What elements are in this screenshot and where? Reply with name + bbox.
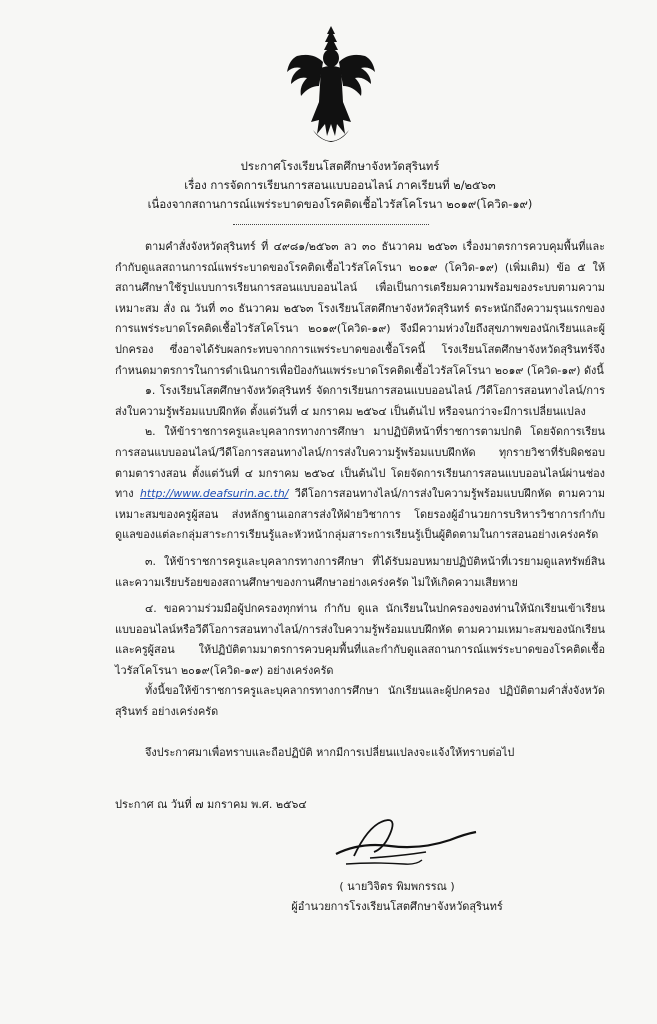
issue-date: ประกาศ ณ วันที่ ๗ มกราคม พ.ศ. ๒๕๖๔ bbox=[115, 798, 307, 811]
closing-paragraph: จึงประกาศมาเพื่อทราบและถือปฏิบัติ หากมีการเปลี่ยนแปลงจะแจ้งให้ทราบต่อไป bbox=[145, 745, 515, 759]
item-4-paragraph: ๔. ขอความร่วมมือผู้ปกครองทุกท่าน กำกับ ดูแล นักเรียนในปกครองของท่านให้นักเรียนเข้าเรียนแบบออนไลน์หรือวีดีโอการสอนทางไลน์/การส่งใบความรู้พร้อมแบบฝึกหัด ตามความเหมาะสมของนักเรียนและครูผู้สอน ให้ปฏิบัติตามมาตรการควบคุมพื้นที่และกำกับดูแลสถานการณ์แพร่ระบาดของโรคติดเชื้อไวรัสโคโรนา ๒๐๑๙(โควิด-๑๙) อย่างเคร่งครัด bbox=[115, 602, 605, 677]
signer-block bbox=[282, 877, 512, 917]
handwritten-signature bbox=[330, 812, 480, 872]
intro-paragraph: ตามคำสั่งจังหวัดสุรินทร์ ที่ ๔๙๘๑/๒๕๖๓ ลว ๓๐ ธันวาคม ๒๕๖๓ เรื่องมาตรการควบคุมพื้นที่และกำกับดูแลสถานการณ์แพร่ระบาดของโรคติดเชื้อไวรัสโคโรนา ๒๐๑๙ (โควิด-๑๙) (เพิ่มเติม) ข้อ ๕ ให้สถานศึกษาใช้รูปแบบการเรียนการสอนแบบออนไลน์ เพื่อเป็นการเตรียมความพร้อมของระบบตามความเหมาะสม สั่ง ณ วันที่ ๓๐ ธันวาคม ๒๕๖๓ โรงเรียนโสตศึกษาจังหวัดสุรินทร์ ตระหนักถึงความรุนแรกของการแพร่ระบาดโรคติดเชื้อไวรัสโคโรนา ๒๐๑๙(โควิด-๑๙) จึงมีความห่วงใยถึงสุขภาพของนักเรียนและผู้ปกครอง ซึ่งอาจได้รับผลกระทบจากการแพร่ระบาดของเชื้อโรคนี้ โรงเรียนโสตศึกษาจังหวัดสุรินทร์จึงกำหนดมาตรการในการดำเนินการเพื่อป้องกันแพร่ระบาดโรคติดเชื้อไวรัสโคโรนา ๒๐๑๙ (โควิด-๑๙) ดังนี้ bbox=[115, 240, 605, 377]
item-1-paragraph: ๑. โรงเรียนโสตศึกษาจังหวัดสุรินทร์ จัดการเรียนการสอนแบบออนไลน์ /วีดีโอการสอนทางไลน์/การส่งใบความรู้พร้อมแบบฝึกหัด ตั้งแต่วันที่ ๔ มกราคม ๒๕๖๔ เป็นต้นไป หรือจนกว่าจะมีการเปลี่ยนแปลง bbox=[115, 384, 605, 418]
item-2-text-a: ๒. ให้ข้าราชการครูและบุคลากรทางการศึกษา มาปฏิบัติหน้าที่ราชการตามปกติ โดยจัดการเรียนการสอนแบบออนไลน์/วีดีโอการสอนทางไลน์/การส่งใบความรู้พร้อมแบบฝึกหัด ทุกรายวิชาที่รับผิดชอบตามตารางสอน ตั้งแต่วันที่ ๔ มกราคม ๒๕๖๔ เป็นต้นไป โดยจัดการเรียนการสอนแบบออนไลน์ผ่านช่องทาง bbox=[115, 425, 605, 501]
announcement-header bbox=[60, 157, 620, 214]
header-title: ประกาศโรงเรียนโสตศึกษาจังหวัดสุรินทร์ bbox=[240, 159, 440, 173]
announcement-body bbox=[115, 237, 605, 763]
item-2-text-b: วีดีโอการสอนทางไลน์/การส่งใบความรู้พร้อมแบบฝึกหัด ตามความเหมาะสมของครูผู้สอน ส่งหลักฐานเอกสารส่งให้ฝ่ายวิชาการ โดยรองผู้อำนวยการบริหารวิชาการกำกับดูแลของแต่ละกลุ่มสาระการเรียนรู้และหัวหน้ากลุ่มสาระการเรียนรู้เป็นผู้ติดตามในการสอนอย่างเคร่งครัด bbox=[115, 487, 606, 542]
item-3-paragraph: ๓. ให้ข้าราชการครูและบุคลากรทางการศึกษา ที่ได้รับมอบหมายปฏิบัติหน้าที่เวรยามดูแลทรัพย์สินและความเรียบร้อยของสถานศึกษาของกานศึกษาอย่างเคร่งครัด ไม่ให้เกิดความเสียหาย bbox=[115, 554, 605, 589]
header-reason: เนื่องจากสถานการณ์แพร่ระบาดของโรคติดเชื้อไวรัสโคโรนา ๒๐๑๙(โควิด-๑๙) bbox=[147, 197, 533, 211]
signer-name: ( นายวิจิตร พิมพกรรณ ) bbox=[339, 880, 455, 893]
item-2-paragraph bbox=[115, 422, 605, 546]
school-website-link[interactable]: http://www.deafsurin.ac.th/ bbox=[140, 487, 289, 501]
separator-dotted-line bbox=[233, 224, 429, 225]
header-subject: เรื่อง การจัดการเรียนการสอนแบบออนไลน์ ภาคเรียนที่ ๒/๒๕๖๓ bbox=[184, 178, 496, 192]
signer-title: ผู้อำนวยการโรงเรียนโสตศึกษาจังหวัดสุรินทร์ bbox=[291, 900, 503, 913]
garuda-emblem-icon bbox=[283, 22, 379, 152]
summary-paragraph: ทั้งนี้ขอให้ข้าราชการครูและบุคลากรทางการศึกษา นักเรียนและผู้ปกครอง ปฏิบัติตามคำสั่งจังหวัดสุรินทร์ อย่างเคร่งครัด bbox=[115, 684, 605, 719]
